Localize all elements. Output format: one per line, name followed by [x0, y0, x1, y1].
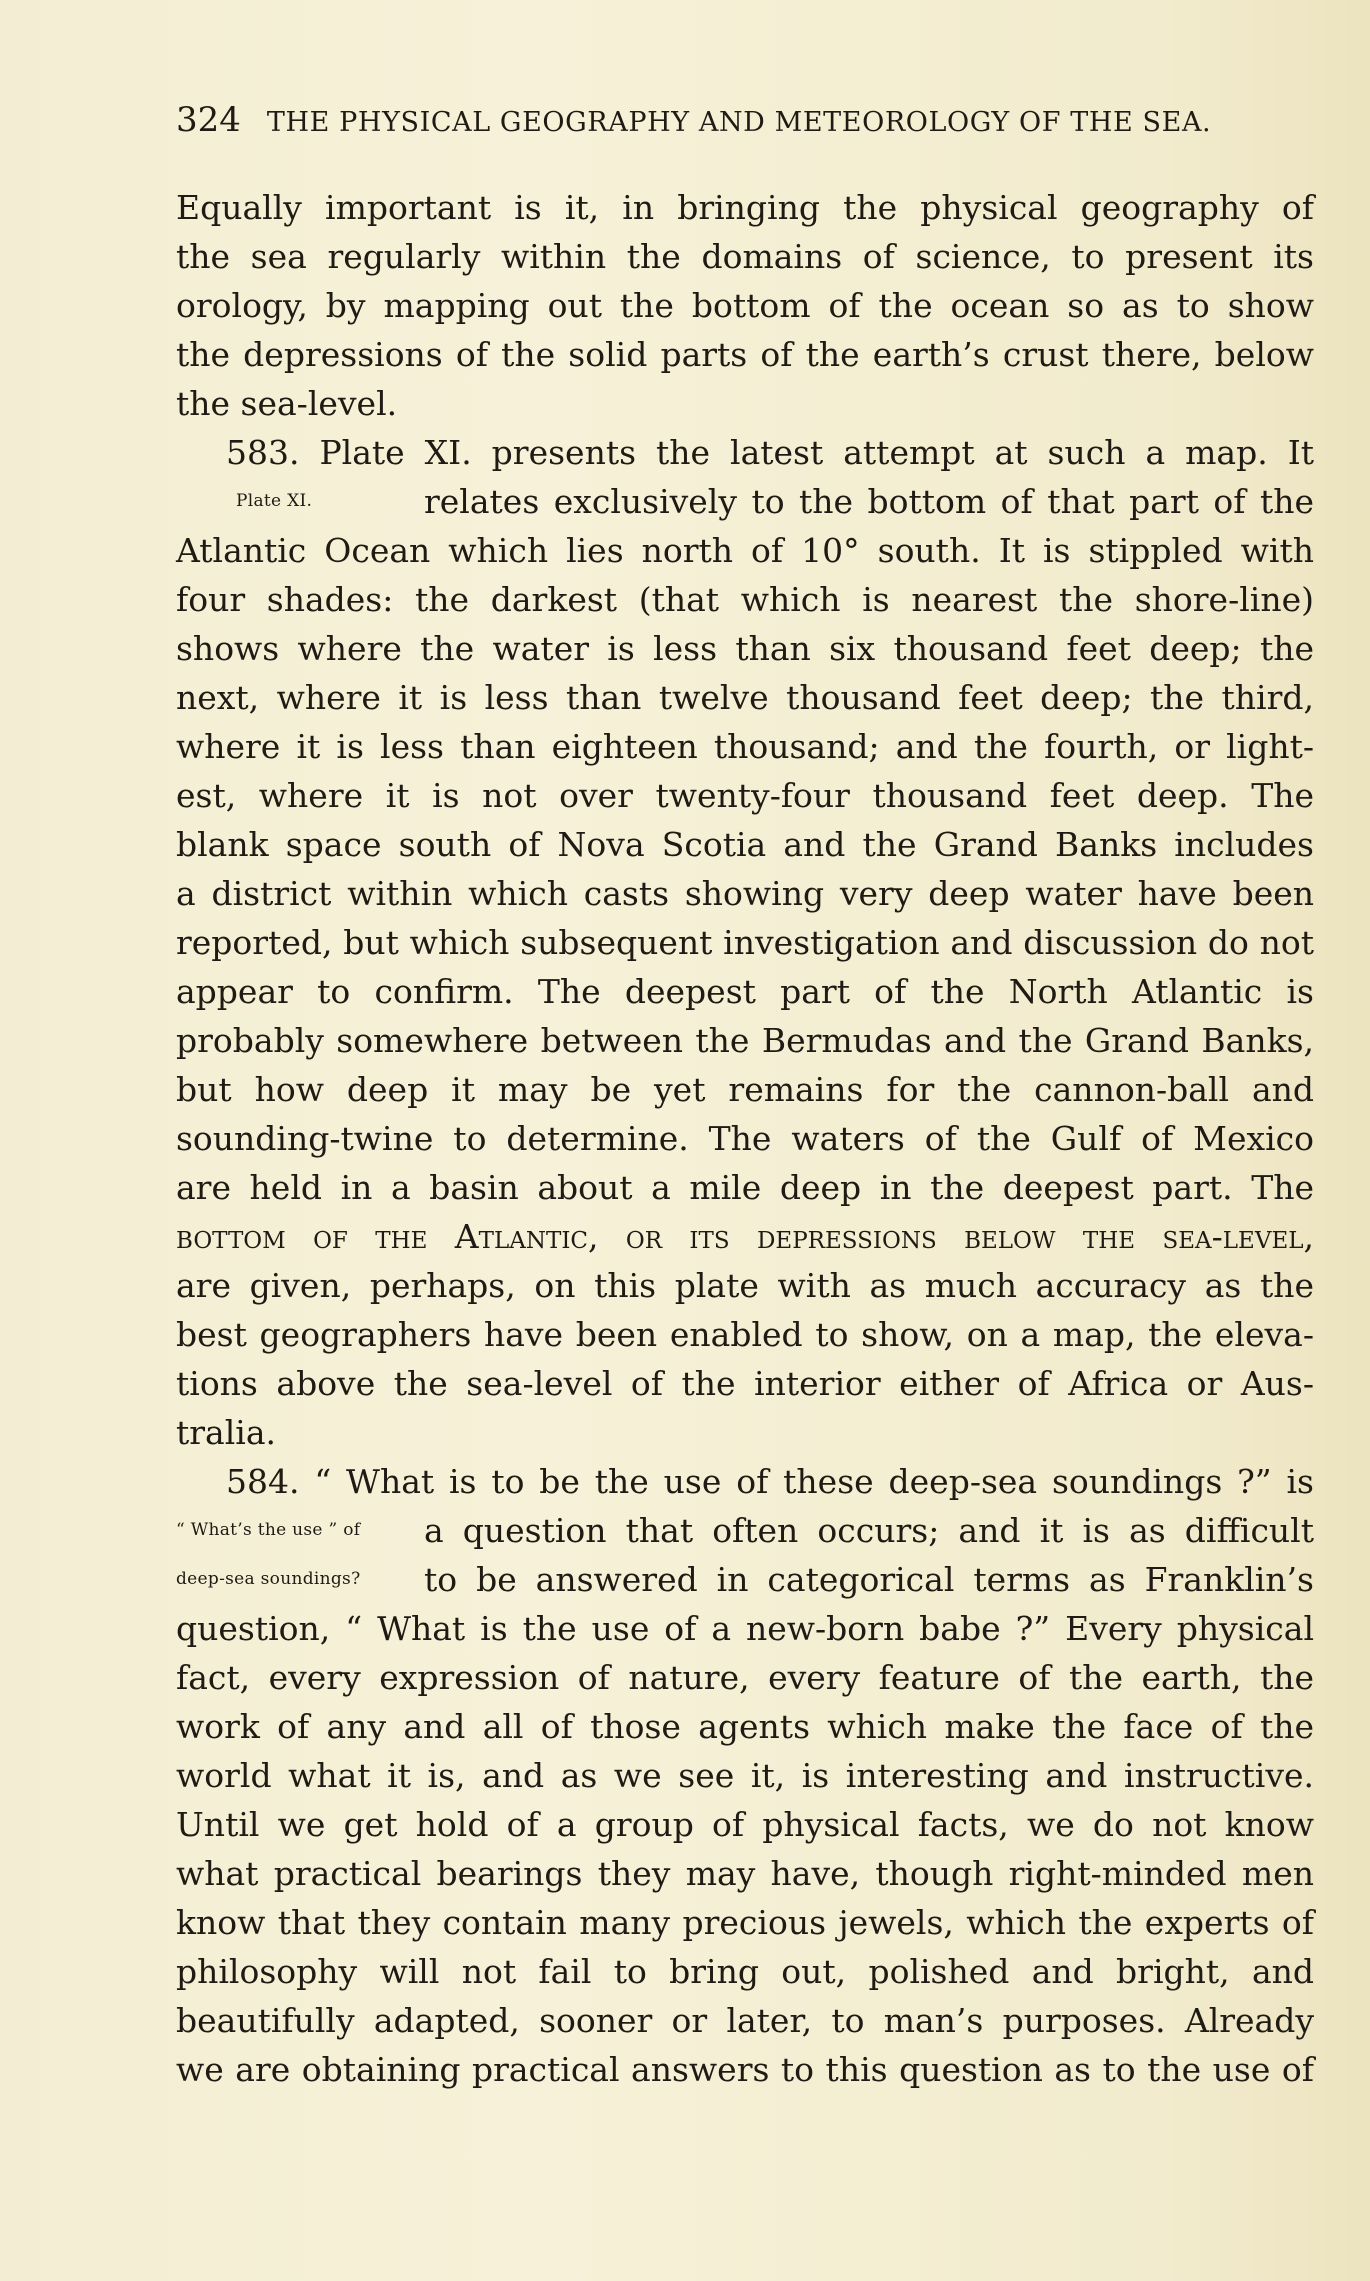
- text-line: sounding-twine to determine. The waters of the Gulf of Mexico: [176, 1119, 1314, 1158]
- text-line: question, “ What is the use of a new-born babe ?” Every physical: [176, 1609, 1314, 1648]
- sidenote-deep-sea-soundings: deep-sea soundings?: [176, 1569, 361, 1589]
- text-line: next, where it is less than twelve thousand feet deep; the third,: [176, 678, 1314, 717]
- sidenote-plate: Plate XI.: [236, 491, 313, 511]
- text-line: are held in a basin about a mile deep in the deepest part. The: [176, 1168, 1314, 1207]
- paragraph-583-start: 583. Plate XI. presents the latest attempt at such a map. It: [226, 433, 1314, 472]
- text-line: beautifully adapted, sooner or later, to man’s purposes. Already: [176, 2001, 1314, 2040]
- running-head: THE PHYSICAL GEOGRAPHY AND METEOROLOGY OF THE SEA.: [266, 107, 1212, 138]
- text-line: what practical bearings they may have, though right-minded men: [176, 1854, 1314, 1893]
- paragraph-584-start: 584. “ What is to be the use of these deep-sea soundings ?” is: [226, 1462, 1314, 1501]
- text-line: orology, by mapping out the bottom of the ocean so as to show: [176, 286, 1314, 325]
- text-line: work of any and all of those agents which make the face of the: [176, 1707, 1314, 1746]
- text-line: four shades: the darkest (that which is nearest the shore-line): [176, 580, 1314, 619]
- text-line: tions above the sea-level of the interior either of Africa or Aus-: [176, 1364, 1314, 1403]
- text-line: reported, but which subsequent investigation and discussion do not: [176, 923, 1314, 962]
- text-line: the depressions of the solid parts of the earth’s crust there, below: [176, 335, 1314, 374]
- text-line: Equally important is it, in bringing the physical geography of: [176, 188, 1314, 227]
- text-line: Atlantic Ocean which lies north of 10° south. It is stippled with: [176, 531, 1314, 570]
- text-line: Until we get hold of a group of physical facts, we do not know: [176, 1805, 1314, 1844]
- text-line: are given, perhaps, on this plate with as much accuracy as the: [176, 1266, 1314, 1305]
- text-line: tralia.: [176, 1413, 276, 1452]
- text-line: world what it is, and as we see it, is interesting and instructive.: [176, 1756, 1314, 1795]
- text-line: to be answered in categorical terms as Franklin’s: [424, 1560, 1314, 1599]
- text-line: appear to confirm. The deepest part of the North Atlantic is: [176, 972, 1314, 1011]
- text-line: philosophy will not fail to bring out, polished and bright, and: [176, 1952, 1314, 1991]
- text-line: est, where it is not over twenty-four thousand feet deep. The: [176, 776, 1314, 815]
- text-line: best geographers have been enabled to show, on a map, the eleva-: [176, 1315, 1314, 1354]
- page-number: 324: [176, 100, 241, 140]
- text-line: relates exclusively to the bottom of that part of the: [424, 482, 1314, 521]
- text-line-small-caps: bottom of the Atlantic, or its depressions below the sea-level,: [176, 1217, 1314, 1256]
- body-text: [176, 183, 1314, 2094]
- text-line: we are obtaining practical answers to this question as to the use of: [176, 2050, 1314, 2089]
- text-line: shows where the water is less than six thousand feet deep; the: [176, 629, 1314, 668]
- text-line: a district within which casts showing very deep water have been: [176, 874, 1314, 913]
- page-header: [176, 100, 1251, 150]
- text-line: a question that often occurs; and it is as difficult: [424, 1511, 1314, 1550]
- text-line: blank space south of Nova Scotia and the Grand Banks includes: [176, 825, 1314, 864]
- text-line-with-sidenote: [176, 1555, 1314, 1604]
- text-line: know that they contain many precious jewels, which the experts of: [176, 1903, 1314, 1942]
- text-line: the sea-level.: [176, 384, 398, 423]
- text-line: where it is less than eighteen thousand; and the fourth, or light-: [176, 727, 1314, 766]
- text-line: probably somewhere between the Bermudas and the Grand Banks,: [176, 1021, 1314, 1060]
- text-line: the sea regularly within the domains of science, to present its: [176, 237, 1314, 276]
- sidenote-whats-the-use: “ What’s the use ” of: [176, 1520, 361, 1540]
- text-line: but how deep it may be yet remains for the cannon-ball and: [176, 1070, 1314, 1109]
- text-line: fact, every expression of nature, every feature of the earth, the: [176, 1658, 1314, 1697]
- text-line-with-sidenote: [176, 1506, 1314, 1555]
- text-line-with-sidenote: [176, 477, 1314, 526]
